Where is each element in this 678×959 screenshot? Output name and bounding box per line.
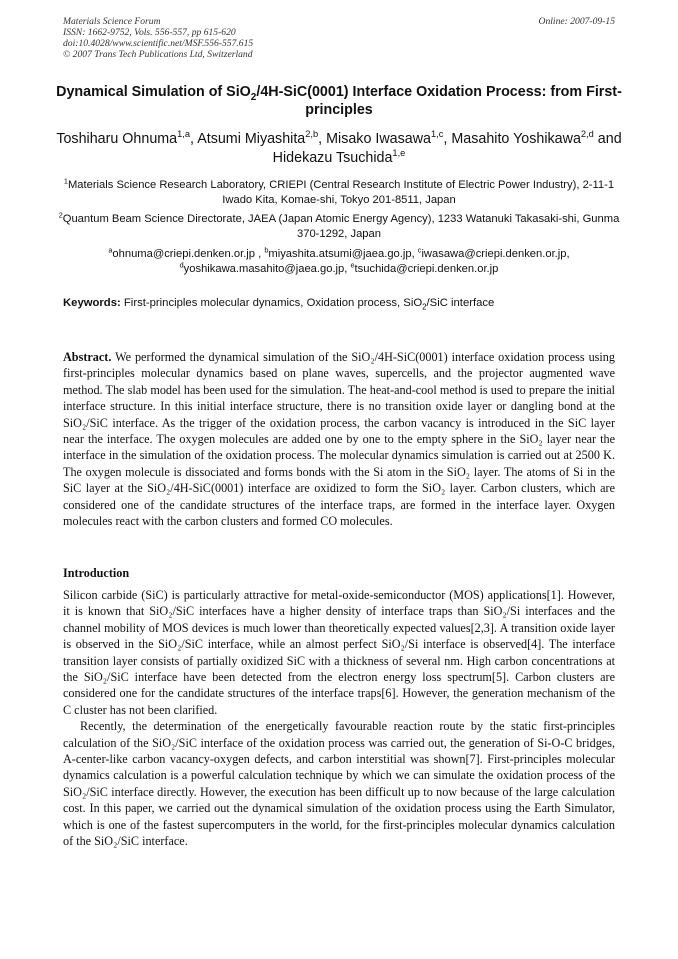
paper-title: Dynamical Simulation of SiO$_2$/4H-SiC(0001) Interface Oxidation Process: from First-principles xyxy=(56,84,622,118)
issn-line: ISSN: 1662-9752, Vols. 556-557, pp 615-620 xyxy=(63,27,236,38)
author: Masahito Yoshikawa$^{2,d}$ and xyxy=(451,129,622,147)
keywords: Keywords: First-principles molecular dynamics, Oxidation process, SiO$_2$/SiC interface xyxy=(63,297,495,312)
affiliation-1: $^1$Materials Science Research Laboratory, CRIEPI (Central Research Institute of Electric Power Industry), 2-11-1 Iwado Kita, Komae-shi, Tokyo 201-8511, Japan xyxy=(63,176,615,206)
email: $^c$iwasawa@criepi.denken.or.jp, xyxy=(417,245,570,260)
abstract xyxy=(63,349,615,529)
intro-paragraph-2: Recently, the determination of the energetically favourable reaction route by the static first-principles calculation of the SiO₂/SiC interface of the oxidation process was carried out, the generation of Si-O-C bridges, A-center-like carbon vacancy-oxygen defects, and carbon interstitial was shown[7]. First-principles molecular dynamics calculation is a powerful calculation technique by which we can simulate the oxidation process of the SiO₂/SiC interface directly. However, the execution has been difficult up to now because of the large calculation cost. In this paper, we carried out the dynamical simulation of the oxidation process using the Earth Simulator, which is one of the fastest supercomputers in the world, for the first-principles molecular dynamics calculation of the SiO₂/SiC interface. xyxy=(63,719,615,849)
author: Misako Iwasawa$^{1,c}$, xyxy=(326,129,452,147)
email: $^e$tsuchida@criepi.denken.or.jp xyxy=(350,260,499,275)
online-date: Online: 2007-09-15 xyxy=(538,16,615,27)
abstract-label: Abstract. xyxy=(63,350,112,364)
copyright-line: © 2007 Trans Tech Publications Ltd, Switzerland xyxy=(63,49,253,60)
author: Hidekazu Tsuchida$^{1,e}$ xyxy=(272,148,406,166)
introduction-heading: Introduction xyxy=(63,566,130,580)
abstract-text: We performed the dynamical simulation of the SiO₂/4H-SiC(0001) interface oxidation process using first-principles molecular dynamics based on plane waves, supercells, and the projector augmented wave method. The slab model has been used for the simulation. The heat-and-cool method is used to prepare the initial interface structure. In this initial interface structure, there is no transition oxide layer or dangling bond at the SiO₂/SiC interface. As the trigger of the oxidation process, the carbon vacancy is introduced in the SiC layer near the interface. The oxygen molecules are added one by one to the empty sphere in the SiO₂ layer near the interface in the simulation of the oxidation process. The molecular dynamics simulation is carried out at 2500 K. The oxygen molecule is dissociated and forms bonds with the Si atom in the SiO₂ layer. The atoms of Si in the SiC layer at the SiO₂/4H-SiC(0001) interface are oxidized to form the SiO₂ layer. Carbon clusters, which are considered one of the candidate structures of the interface traps, are formed in the interface layer. Oxygen molecules react with the carbon clusters and formed CO molecules. xyxy=(63,350,615,529)
author: Toshiharu Ohnuma$^{1,a}$, xyxy=(56,129,198,147)
author-list xyxy=(50,130,628,168)
email: $^b$miyashita.atsumi@jaea.go.jp, xyxy=(264,245,418,260)
email-list xyxy=(50,247,628,277)
intro-paragraph-1: Silicon carbide (SiC) is particularly attractive for metal-oxide-semiconductor (MOS) applications[1]. However, it is known that SiO₂/SiC interfaces have a higher density of interface traps than SiO₂/Si interfaces and the channel mobility of MOS devices is much lower than theoretically expected values[2,3]. A transition oxide layer is observed in the SiO₂/SiC interface, while an almost perfect SiO₂/Si interface is observed[4]. The interface transition layer consists of partially oxidized SiC with a thickness of several nm. High carbon concentrations at the SiO₂/SiC interface have been detected from the electron energy loss spectrum[5]. Carbon clusters are considered one for the candidate structures of the interface traps[6]. However, the generation mechanism of the C cluster has not been clarified. xyxy=(63,588,615,717)
author: Atsumi Miyashita$^{2,b}$, xyxy=(197,129,327,147)
affiliation-2: $^2$Quantum Beam Science Directorate, JAEA (Japan Atomic Energy Agency), 1233 Watanuki Takasaki-shi, Gunma 370-1292, Japan xyxy=(58,210,620,240)
introduction-body xyxy=(63,587,615,850)
email: $^a$ohnuma@criepi.denken.or.jp , xyxy=(108,245,265,260)
email: $^d$yoshikawa.masahito@jaea.go.jp, xyxy=(179,260,351,275)
journal-name: Materials Science Forum xyxy=(63,16,161,27)
doi-line: doi:10.4028/www.scientific.net/MSF.556-557.615 xyxy=(63,38,254,49)
